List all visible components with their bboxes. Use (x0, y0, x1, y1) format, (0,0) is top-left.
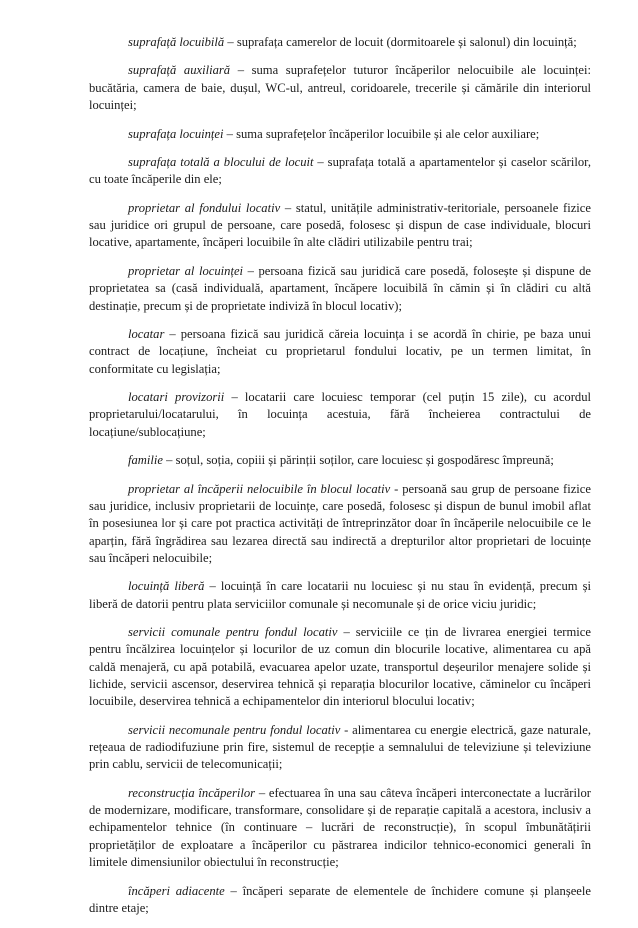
definition-term: proprietar al fondului locativ (128, 200, 281, 215)
definition-text: – efectuarea în una sau câteva încăperi interconectate a lucrărilor de modernizare, modificare, transformare, consolidare și de reparație capitală a acestora, inclusiv a echipamentelor tehnice (în continuare – lucrări de reconstrucție), în scopul îmbunătățirii proprietăților de exploatare a încăperilor cu păstrarea indicilor tehnico-economici generali în limitele dimensiunilor obiectului în reconstrucție; (89, 785, 591, 870)
definition-paragraph (89, 154, 591, 189)
definition-paragraph (89, 263, 591, 315)
definition-term: suprafața totală a blocului de locuit (128, 155, 314, 170)
definition-term: servicii comunale pentru fondul locativ (128, 625, 338, 640)
definition-paragraph (89, 34, 591, 51)
definition-text: – statul, unitățile administrativ-teritoriale, persoanele fizice sau juridice ori grupul de persoane, care posedă, folosesc și dispun de case individuale, blocuri locative, apartamente, încăperi locuibile în alte clădiri utilizabile pentru trai; (89, 200, 591, 250)
definition-term: locuință liberă (128, 579, 205, 594)
definition-paragraph (89, 62, 591, 114)
definition-paragraph (89, 126, 591, 143)
definition-term: locatar (128, 326, 165, 341)
definition-term: suprafață locuibilă (128, 35, 225, 49)
definition-text: – încăperi separate de elementele de închidere comune și planșeele dintre etaje; (89, 883, 591, 915)
definition-text: – suma suprafețelor tuturor încăperilor nelocuibile ale locuinței: bucătăria, camera de baie, dușul, WC-ul, antreul, coridoarele, trecerile și cămările din interiorul locuinței; (89, 63, 591, 113)
definition-term: reconstrucția încăperilor (128, 785, 256, 800)
definition-text: – locatarii care locuiesc temporar (cel puțin 15 zile), cu acordul proprietarului/locatarului, în locuința acestuia, fără încheierea contractului de locațiune/sublocațiune; (89, 390, 591, 439)
definition-text: – locuință în care locatarii nu locuiesc și nu stau în evidență, precum și liberă de datorii pentru plata serviciilor comunale și necomunale și de orice viciu juridic; (89, 579, 591, 611)
definition-paragraph (89, 578, 591, 613)
definition-paragraph (89, 785, 591, 871)
definition-term: locatari provizorii (128, 390, 225, 405)
definition-term: familie (128, 453, 163, 468)
definition-text: - alimentarea cu energie electrică, gaze naturale, rețeaua de radiodifuziune prin fire, sistemul de recepție a semnalului de televiziune și televiziune prin cablu, servicii de telecomunicații; (89, 722, 591, 772)
definition-term: încăperi adiacente (128, 883, 225, 898)
definition-term: suprafața locuinței (128, 126, 224, 141)
definition-text: – soțul, soția, copiii și părinții soților, care locuiesc și gospodăresc împreună; (162, 453, 554, 468)
definition-text: - persoană sau grup de persoane fizice sau juridice, inclusiv proprietarii de locuințe, care posedă, folosesc și dispun de bunul imobil aflat în posesiunea lor și care pot practica activități de întreprinzător doar în încăperile nelocuibile ce le aparțin, fără îngrădirea sau lezarea directă sau indirectă a drepturilor altor proprietari de locuințe sau încăperi nelocuibile; (89, 481, 591, 565)
document-page (89, 34, 591, 928)
definition-paragraph (89, 452, 591, 469)
definition-text: – suma suprafețelor încăperilor locuibile și ale celor auxiliare; (223, 126, 540, 141)
definition-term: servicii necomunale pentru fondul locativ (128, 722, 341, 737)
definition-term: suprafață auxiliară (128, 63, 231, 78)
definition-paragraph (89, 326, 591, 378)
definition-paragraph (89, 624, 591, 710)
definition-paragraph (89, 883, 591, 918)
definition-paragraph (89, 200, 591, 252)
definition-text: – persoana fizică sau juridică căreia locuința i se acordă în chirie, pe baza unui contract de locațiune, încheiat cu proprietarul fondului locativ, pe un termen limitat, în conformitate cu legislația; (89, 326, 591, 376)
definition-text: – suprafața camerelor de locuit (dormitoarele și salonul) din locuință; (224, 35, 577, 49)
definition-text: – serviciile ce țin de livrarea energiei termice pentru încălzirea locuințelor și locurilor de uz comun din blocurile locative, alimentarea cu apă caldă menajeră, cu apă potabilă, evacuarea apelor uzate, transportul deșeurilor menajere solide și lichide, servicii ascensor, deservirea tehnică și reparația blocurilor locative, căminelor cu încăperi locuibile, deservirea tehnică a echipamentelor din interiorul blocului locativ; (89, 625, 591, 709)
definition-text: – suprafața totală a apartamentelor și caselor scărilor, cu toate încăperile din ele; (89, 155, 591, 187)
definition-term: proprietar al încăperii nelocuibile în blocul locativ (128, 481, 391, 496)
definition-paragraph (89, 722, 591, 774)
definition-paragraph (89, 481, 591, 567)
definition-paragraph (89, 389, 591, 441)
definition-text: – persoana fizică sau juridică care posedă, folosește și dispune de proprietatea sa (casă individuală, apartament, încăpere locuibilă în cămin și în clădiri cu altă destinație, precum și de proprietate indiviză în blocul locativ); (89, 263, 592, 313)
definition-term: proprietar al locuinței (128, 263, 244, 278)
